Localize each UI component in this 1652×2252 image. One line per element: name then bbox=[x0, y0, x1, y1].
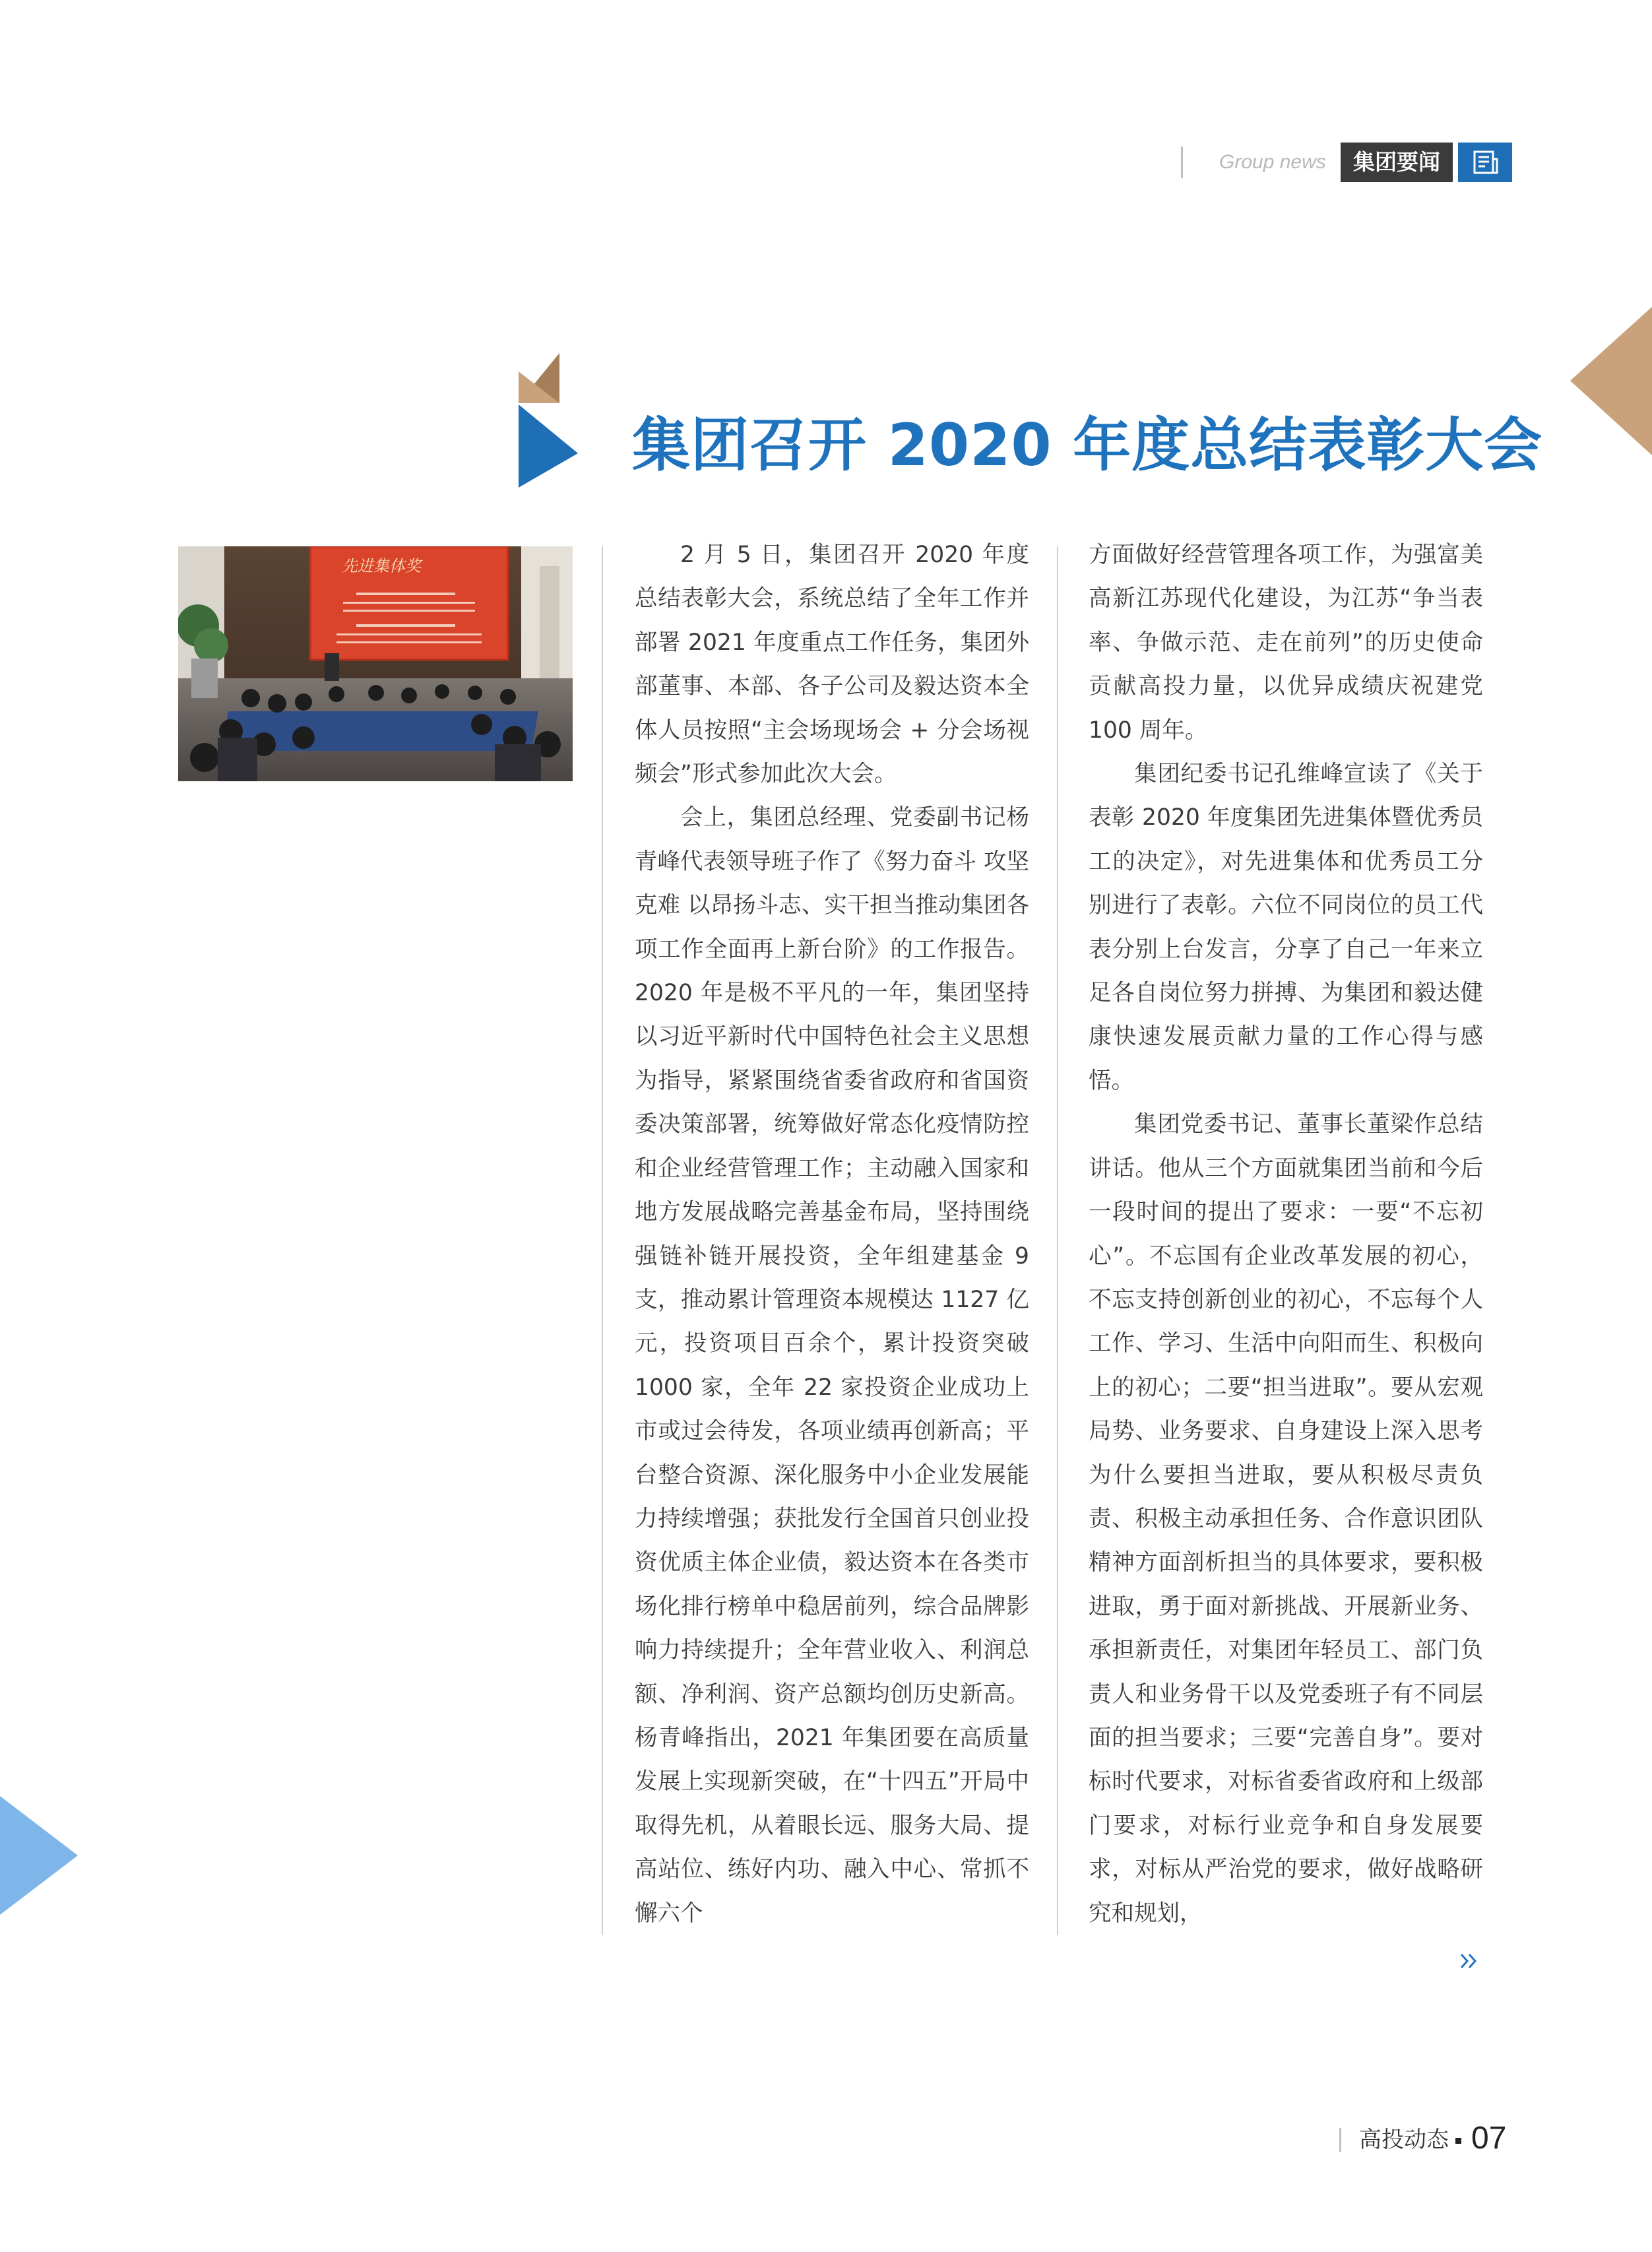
footer-divider bbox=[1339, 2128, 1341, 2152]
paragraph: 集团纪委书记孔维峰宣读了《关于表彰 2020 年度集团先进集体暨优秀员工的决定》，对先进集体和优秀员工分别进行了表彰。六位不同岗位的员工代表分别上台发言，分享了自己一年来立足各自岗位努力拼搏、为集团和毅达健康快速发展贡献力量的工作心得与感悟。 bbox=[1089, 761, 1483, 1094]
paragraph: 会上，集团总经理、党委副书记杨青峰代表领导班子作了《努力奋斗 攻坚克难 以昂扬斗志、实干担当推动集团各项工作全面再上新台阶》的工作报告。2020 年是极不平凡的一年，集团坚持以习近平新时代中国特色社会主义思想为指导，紧紧围绕省委省政府和省国资委决策部署，统筹做好常态化疫情防控和企业经营管理工作；主动融入国家和地方发展战略完善基金布局，坚持围绕强链补链开展投资，全年组建基金 9 支，推动累计管理资本规模达 1127 亿元，投资项目百余个，累计投资突破 1000 家，全年 22 家投资企业成功上市或过会待发，各项业绩再创新高；平台整合资源、深化服务中小企业发展能力持续增强；获批发行全国首只创业投资优质主体企业债，毅达资本在各类市场化排行榜单中稳居前列，综合品牌影响力持续提升；全年营业收入、利润总额、净利润、资产总额均创历史新高。杨青峰指出，2021 年集团要在高质量发展上实现新突破，在“十四五”开局中取得先机，从着眼长远、服务大局、提高站位、练好内功、融入中心、常抓不懈六个 bbox=[635, 804, 1029, 1927]
body-column-1 bbox=[635, 533, 1029, 1935]
header-divider bbox=[1181, 146, 1183, 178]
conference-photo bbox=[178, 546, 573, 781]
body-column-2 bbox=[1089, 533, 1483, 1935]
right-edge-tan-triangle bbox=[1570, 307, 1652, 455]
column-rule-middle bbox=[1057, 546, 1058, 1935]
title-marker-icon bbox=[515, 353, 581, 488]
screen-heading: 先进集体奖 bbox=[342, 557, 421, 575]
article-title: 集团召开 2020 年度总结表彰大会 bbox=[632, 411, 1543, 479]
section-icon-box bbox=[1458, 143, 1512, 182]
header-subtitle: Group news bbox=[1219, 151, 1326, 173]
paragraph: 方面做好经营管理各项工作，为强富美高新江苏现代化建设，为江苏“争当表率、争做示范、走在前列”的历史使命贡献高投力量，以优异成绩庆祝建党 100 周年。 bbox=[1089, 542, 1483, 744]
paragraph: 集团党委书记、董事长董梁作总结讲话。他从三个方面就集团当前和今后一段时间的提出了要求：一要“不忘初心”。不忘国有企业改革发展的初心，不忘支持创新创业的初心，不忘每个人工作、学习、生活中向阳而生、积极向上的初心；二要“担当进取”。要从宏观局势、业务要求、自身建设上深入思考为什么要担当进取，要从积极尽责负责、积极主动承担任务、合作意识团队精神方面剖析担当的具体要求，要积极进取，勇于面对新挑战、开展新业务、承担新责任，对集团年轻员工、部门负责人和业务骨干以及党委班子有不同层面的担当要求；三要“完善自身”。要对标时代要求，对标省委省政府和上级部门要求，对标行业竞争和自身发展要求，对标从严治党的要求，做好战略研究和规划， bbox=[1089, 1111, 1483, 1927]
news-icon bbox=[1472, 150, 1498, 175]
left-edge-blue-triangle bbox=[0, 1796, 78, 1915]
publication-name: 高投动态 bbox=[1359, 2127, 1449, 2153]
section-tag: 集团要闻 bbox=[1341, 143, 1453, 182]
double-chevron-right-icon[interactable] bbox=[1459, 1952, 1479, 1970]
paragraph: 2 月 5 日，集团召开 2020 年度总结表彰大会，系统总结了全年工作并部署 2021 年度重点工作任务，集团外部董事、本部、各子公司及毅达资本全体人员按照“主会场现场会 + 分会场视频会”形式参加此次大会。 bbox=[635, 542, 1029, 788]
footer-separator-dot bbox=[1455, 2138, 1461, 2144]
page-number: 07 bbox=[1471, 2121, 1507, 2156]
column-rule-left bbox=[602, 546, 603, 1935]
